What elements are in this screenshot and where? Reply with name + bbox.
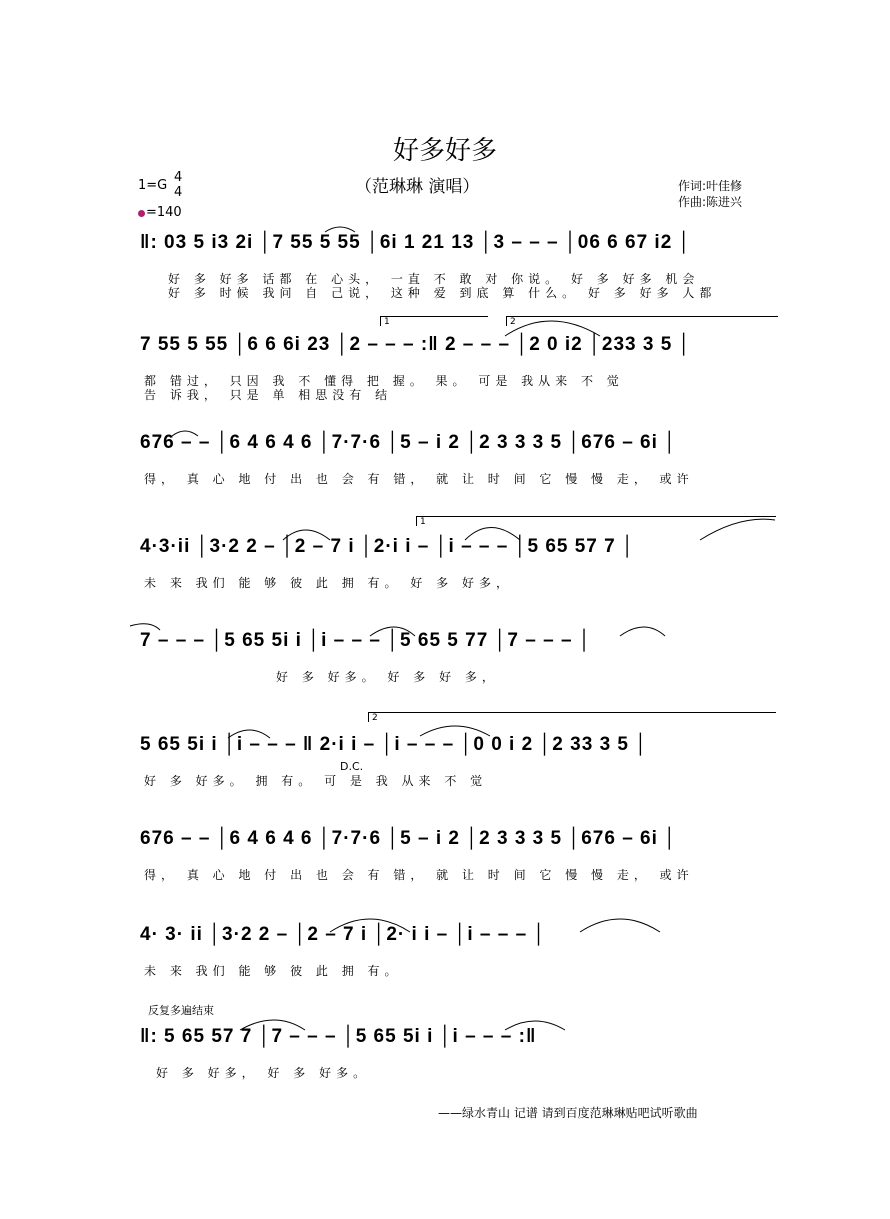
- volta-2-bracket: 2: [506, 316, 778, 326]
- lyrics-verse-2: 好 多 时候 我问 自 己说， 这种 爱 到底 算 什么。 好 多 好多 人都: [168, 286, 717, 300]
- credits: [678, 178, 742, 210]
- notes-line: ‖: 5 65 57 7 │7 – – – │5 65 5i i │i – – – :‖: [140, 1026, 537, 1047]
- lyrics-verse-1: 好 多 好多， 好 多 好多。: [156, 1066, 371, 1080]
- song-title: 好多好多: [392, 136, 497, 166]
- lyrics-verse-1: 好 多 好多。 拥 有。 可 是 我 从来 不 觉: [144, 774, 488, 788]
- notes-line: 7 – – – │5 65 5i i │i – – – │5 65 5 77 │7 – – – │: [140, 630, 592, 651]
- slur: [580, 919, 660, 932]
- lyrics-verse-1: 好 多 好多 话都 在 心头， 一直 不 敢 对 你说。 好 多 好多 机会: [168, 272, 700, 286]
- lyrics-verse-1: 好 多 好多。 好 多 好 多，: [276, 670, 499, 684]
- performer-subtitle: （范琳琳 演唱）: [355, 177, 480, 197]
- notes-line: 5 65 5i i │i – – – ‖ 2·i i – │i – – – │0 0 i 2 │2 33 3 5 │: [140, 734, 649, 755]
- quarter-note-icon: [138, 210, 145, 217]
- repeat-ending-note: 反复多遍结束: [148, 1004, 214, 1017]
- da-capo-mark: D.C.: [340, 760, 364, 773]
- key-signature: 1=G: [138, 178, 168, 193]
- time-signature: [174, 170, 182, 200]
- notes-line: 4· 3· ii │3·2 2 – │2 – 7 i │2· i i – │i – – – │: [140, 924, 547, 945]
- lyrics-verse-2: 告 诉我， 只是 单 相思没有 结: [144, 388, 393, 402]
- slur: [620, 627, 665, 636]
- footer-credit: ——绿水青山 记谱 请到百度范琳琳贴吧试听歌曲: [438, 1106, 698, 1120]
- notes-line: 676 – – │6 4 6 4 6 │7·7·6 │5 – i 2 │2 3 3 3 5 │676 – 6i │: [140, 432, 678, 453]
- volta-1-bracket-b: 1: [416, 516, 776, 526]
- lyrics-verse-1: 得， 真 心 地 付 出 也 会 有 错， 就 让 时 间 它 慢 慢 走， 或许: [144, 868, 694, 882]
- tempo-marking: [138, 205, 182, 220]
- volta-2-bracket-b: 2: [368, 712, 776, 722]
- notes-line: ‖: 03 5 i3 2i │7 55 5 55 │6i 1 21 13 │3 – – – │06 6 67 i2 │: [140, 232, 692, 253]
- lyricist-credit: 作词:叶佳修: [678, 179, 743, 193]
- volta-1-bracket: 1: [380, 316, 488, 326]
- lyrics-verse-1: 都 错过， 只因 我 不 懂得 把 握。 果。 可是 我从来 不 觉: [144, 374, 624, 388]
- time-top: 4: [174, 170, 183, 185]
- time-bottom: 4: [174, 185, 183, 200]
- notes-line: 4·3·ii │3·2 2 – │2 – 7 i │2·i i – │i – – – │5 65 57 7 │: [140, 536, 635, 557]
- lyrics-verse-1: 未 来 我们 能 够 彼 此 拥 有。 好 多 好多，: [144, 576, 513, 590]
- lyrics-verse-1: 未 来 我们 能 够 彼 此 拥 有。: [144, 964, 402, 978]
- lyrics-verse-1: 得， 真 心 地 付 出 也 会 有 错， 就 让 时 间 它 慢 慢 走， 或许: [144, 472, 694, 486]
- tempo-value: =140: [146, 205, 182, 220]
- composer-credit: 作曲:陈进兴: [678, 195, 743, 209]
- notes-line: 7 55 5 55 │6 6 6i 23 │2 – – – :‖ 2 – – – │2 0 i2 │233 3 5 │: [140, 334, 692, 355]
- notes-line: 676 – – │6 4 6 4 6 │7·7·6 │5 – i 2 │2 3 3 3 5 │676 – 6i │: [140, 828, 678, 849]
